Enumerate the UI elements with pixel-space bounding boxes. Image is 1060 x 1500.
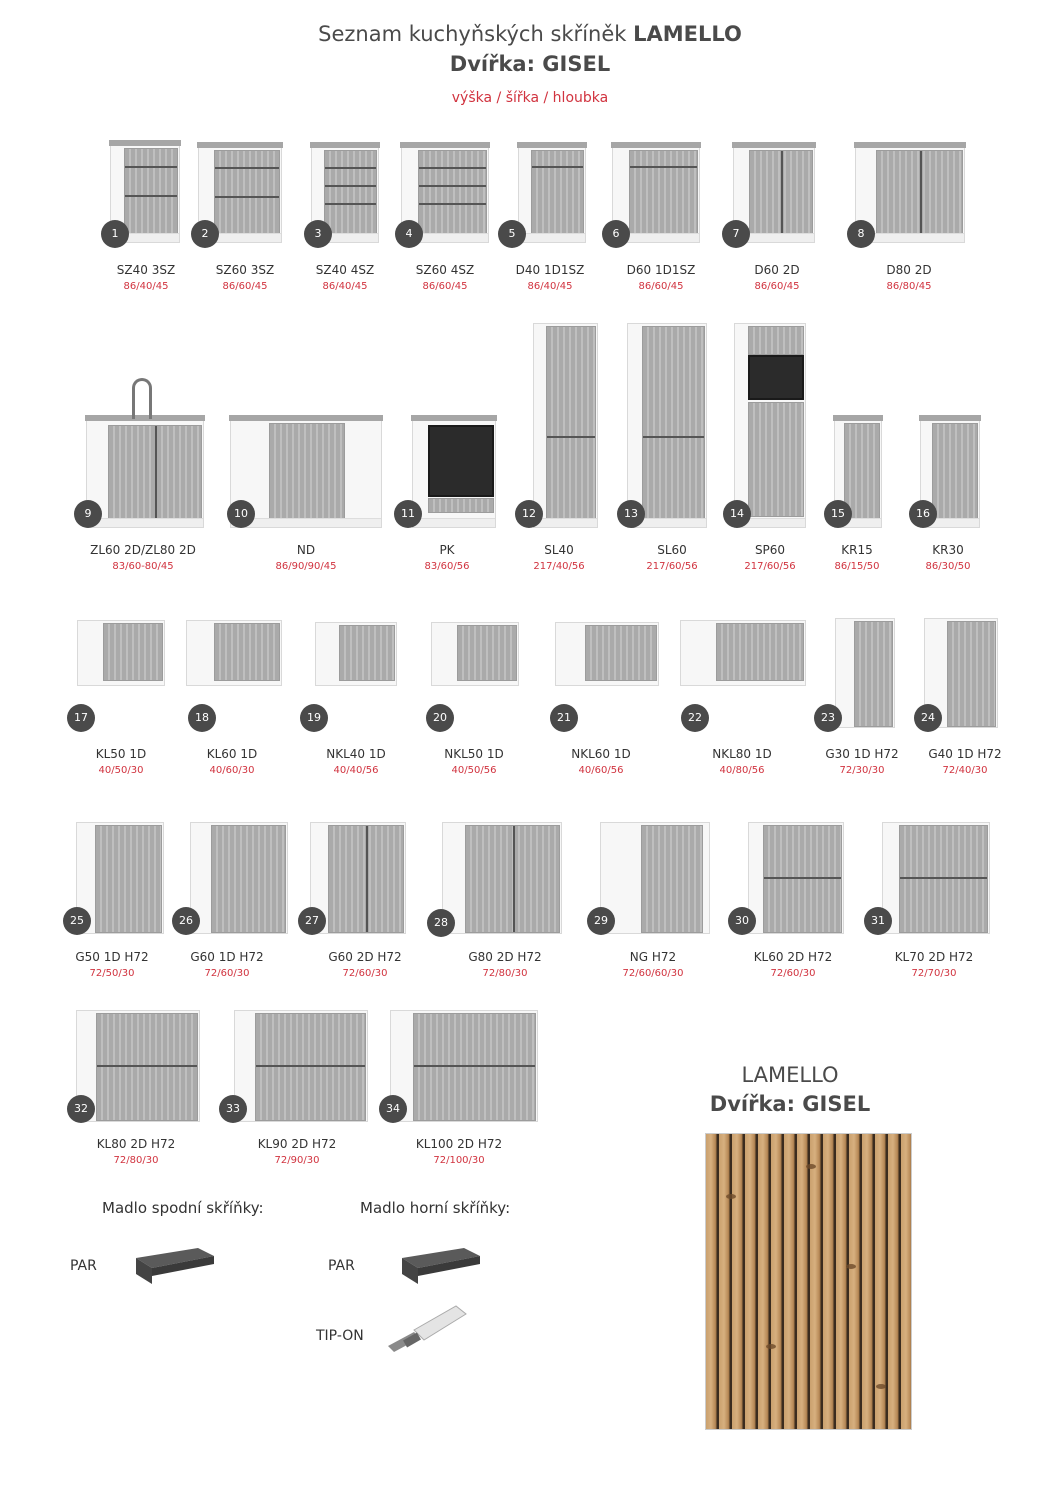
door-front [749,150,813,234]
door-split-line [414,1065,535,1067]
door-front [214,623,280,681]
cabinet-name: KL90 2D H72 [257,1137,337,1151]
cabinet-dimensions: 72/100/30 [433,1155,485,1166]
cabinet-dimensions: 40/60/56 [578,765,624,776]
item-number-badge: 22 [681,704,709,732]
upper-handle-par-label: PAR [328,1258,355,1274]
cabinet-name: PK [439,543,455,557]
cabinet-dimensions: 40/40/56 [333,765,379,776]
door-front [531,150,584,234]
cabinet-image [533,323,598,528]
cabinet-name: KL60 2D H72 [753,950,833,964]
item-number-badge: 34 [379,1095,407,1123]
cabinet-name: G60 2D H72 [328,950,402,964]
cabinet-image [748,822,844,934]
wood-knot [726,1194,736,1199]
cabinet-dimensions: 86/40/45 [322,281,368,292]
cabinet-image [518,145,586,243]
cabinet-image [680,620,806,686]
door-split-line [532,166,583,168]
brand-name: LAMELLO [633,22,742,46]
cabinet-name: SZ40 3SZ [116,263,176,277]
cabinet-name: NKL60 1D [571,747,631,761]
door-front [413,1013,536,1121]
door-front [876,150,963,234]
wood-knot [806,1164,816,1169]
cabinet-dimensions: 86/60/45 [754,281,800,292]
cabinet-dimensions: 217/60/56 [646,561,698,572]
item-number-badge: 9 [74,500,102,528]
cabinet-dimensions: 86/40/45 [527,281,573,292]
tipon-image [384,1300,474,1360]
countertop [411,415,497,421]
cabinet-dimensions: 40/50/56 [451,765,497,776]
door-front [854,621,893,727]
door-front [641,825,703,933]
door-front [328,825,404,933]
countertop [197,142,283,148]
plinth [519,233,585,242]
door-split-line [419,203,486,205]
cabinet-name: SZ60 3SZ [215,263,275,277]
cabinet-dimensions: 86/60/45 [422,281,468,292]
cabinet-dimensions: 40/80/56 [719,765,765,776]
lower-handle-heading: Madlo spodní skříňky: [102,1199,264,1217]
item-number-badge: 17 [67,704,95,732]
item-number-badge: 4 [395,220,423,248]
cabinet-image [315,622,397,686]
item-number-badge: 28 [427,909,455,937]
item-number-badge: 10 [227,500,255,528]
door-type-title: Dvířka: GISEL [449,52,611,76]
item-number-badge: 20 [426,704,454,732]
cabinet-name: KL100 2D H72 [415,1137,503,1151]
sample-title: LAMELLO [741,1063,839,1087]
cabinet-dimensions: 72/90/30 [274,1155,320,1166]
door-split-line [215,167,279,169]
cabinet-name: SZ40 4SZ [315,263,375,277]
cabinet-image [234,1010,368,1122]
cabinet-name: G80 2D H72 [468,950,542,964]
door-front [763,825,842,933]
cabinet-name: KL80 2D H72 [96,1137,176,1151]
door-split-line [419,185,486,187]
cabinet-dimensions: 72/60/30 [770,968,816,979]
countertop [732,142,816,148]
door-split-line [366,826,368,932]
cabinet-name: KL60 1D [206,747,258,761]
door-split-line [513,826,515,932]
door-front [947,621,996,727]
cabinet-name: G60 1D H72 [190,950,264,964]
cabinet-image [882,822,990,934]
cabinet-dimensions: 72/60/30 [342,968,388,979]
door-front [428,498,494,513]
door-front [546,326,596,519]
door-split-line [325,203,376,205]
oven-appliance [748,355,804,400]
countertop [854,142,966,148]
wood-knot [766,1344,776,1349]
cabinet-name: NG H72 [629,950,677,964]
countertop [109,140,181,146]
cabinet-name: SP60 [754,543,786,557]
door-front [324,150,377,234]
door-front [899,825,988,933]
door-front [108,425,202,519]
cabinet-name: D60 1D1SZ [626,263,696,277]
countertop [611,142,701,148]
cabinet-name: KR30 [932,543,964,557]
cabinet-name: SZ60 4SZ [415,263,475,277]
item-number-badge: 7 [722,220,750,248]
cabinet-dimensions: 72/50/30 [89,968,135,979]
cabinet-name: NKL50 1D [444,747,504,761]
door-front [932,423,978,519]
cabinet-name: D40 1D1SZ [515,263,585,277]
item-number-badge: 30 [728,907,756,935]
door-front [269,423,345,519]
item-number-badge: 21 [550,704,578,732]
cabinet-image [390,1010,538,1122]
countertop [310,142,380,148]
item-number-badge: 29 [587,907,615,935]
cabinet-dimensions: 72/80/30 [482,968,528,979]
item-number-badge: 19 [300,704,328,732]
gisel-lamella-sample [705,1133,912,1430]
cabinet-name: SL40 [544,543,574,557]
plinth [534,518,597,527]
item-number-badge: 14 [723,500,751,528]
oven-appliance [428,425,494,497]
cabinet-image [555,622,659,686]
cabinet-dimensions: 217/40/56 [533,561,585,572]
cabinet-dimensions: 86/15/50 [834,561,880,572]
item-number-badge: 32 [67,1095,95,1123]
item-number-badge: 33 [219,1095,247,1123]
item-number-badge: 31 [864,907,892,935]
lower-handle-par-label: PAR [70,1258,97,1274]
cabinet-dimensions: 40/60/30 [209,765,255,776]
door-split-line [630,166,697,168]
door-front [585,625,657,681]
cabinet-image [77,620,165,686]
dimensions-legend: výška / šířka / hloubka [451,90,609,106]
door-front [418,150,487,234]
page-title: Seznam kuchyňských skříněk LAMELLO [318,22,742,46]
item-number-badge: 1 [101,220,129,248]
lower-handle-par-image [128,1244,218,1292]
door-front [103,623,163,681]
countertop [919,415,981,421]
sink-faucet [132,378,152,419]
door-split-line [125,195,177,197]
cabinet-name: KL50 1D [95,747,147,761]
cabinet-dimensions: 83/60-80/45 [112,561,174,572]
door-front [716,623,804,681]
door-front [96,1013,198,1121]
item-number-badge: 23 [814,704,842,732]
cabinet-dimensions: 86/40/45 [123,281,169,292]
cabinet-dimensions: 217/60/56 [744,561,796,572]
item-number-badge: 15 [824,500,852,528]
door-split-line [781,151,783,233]
door-front [211,825,286,933]
cabinet-dimensions: 72/80/30 [113,1155,159,1166]
cabinet-dimensions: 72/60/30 [204,968,250,979]
cabinet-image [627,323,707,528]
cabinet-dimensions: 86/80/45 [886,281,932,292]
countertop [400,142,490,148]
door-split-line [764,877,841,879]
wood-knot [876,1384,886,1389]
cabinet-name: D60 2D [754,263,800,277]
cabinet-image [600,822,710,934]
item-number-badge: 8 [847,220,875,248]
item-number-badge: 6 [602,220,630,248]
cabinet-dimensions: 86/60/45 [222,281,268,292]
door-front [457,625,517,681]
cabinet-name: NKL80 1D [712,747,772,761]
tipon-label: TIP-ON [316,1328,364,1344]
door-front [748,402,804,517]
upper-handle-heading: Madlo horní skříňky: [360,1199,511,1217]
door-split-line [920,151,922,233]
cabinet-name: G50 1D H72 [75,950,149,964]
sample-subtitle: Dvířka: GISEL [709,1092,871,1116]
item-number-badge: 25 [63,907,91,935]
door-front [629,150,698,234]
cabinet-image [186,620,282,686]
door-front [255,1013,366,1121]
door-split-line [419,167,486,169]
cabinet-name: ZL60 2D/ZL80 2D [90,543,196,557]
cabinet-name: KL70 2D H72 [894,950,974,964]
door-front [748,326,804,355]
wood-knot [846,1264,856,1269]
item-number-badge: 16 [909,500,937,528]
door-split-line [325,185,376,187]
door-front [214,150,280,234]
door-front [844,423,880,519]
item-number-badge: 13 [617,500,645,528]
cabinet-dimensions: 86/60/45 [638,281,684,292]
cabinet-image [734,323,806,528]
item-number-badge: 3 [304,220,332,248]
item-number-badge: 24 [914,704,942,732]
item-number-badge: 2 [191,220,219,248]
countertop [833,415,883,421]
countertop [229,415,383,421]
door-split-line [325,167,376,169]
cabinet-dimensions: 40/50/30 [98,765,144,776]
door-split-line [900,877,987,879]
cabinet-dimensions: 72/70/30 [911,968,957,979]
cabinet-name: D80 2D [886,263,932,277]
cabinet-image [412,418,496,528]
cabinet-image [431,622,519,686]
plinth [413,518,495,527]
door-split-line [643,436,704,438]
cabinet-image [835,618,895,728]
upper-handle-par-image [394,1244,484,1292]
cabinet-name: G40 1D H72 [928,747,1002,761]
cabinet-name: G30 1D H72 [825,747,899,761]
item-number-badge: 11 [394,500,422,528]
item-number-badge: 12 [515,500,543,528]
item-number-badge: 18 [188,704,216,732]
door-split-line [97,1065,197,1067]
door-split-line [547,436,595,438]
door-front [124,148,178,234]
cabinet-dimensions: 83/60/56 [424,561,470,572]
item-number-badge: 26 [172,907,200,935]
door-split-line [256,1065,365,1067]
cabinet-image [442,822,562,934]
cabinet-dimensions: 72/60/60/30 [622,968,684,979]
cabinet-dimensions: 86/30/50 [925,561,971,572]
door-front [642,326,705,519]
door-split-line [215,196,279,198]
door-front [95,825,162,933]
cabinet-dimensions: 86/90/90/45 [275,561,337,572]
cabinet-image [190,822,288,934]
countertop [517,142,587,148]
cabinet-name: NKL40 1D [326,747,386,761]
cabinet-dimensions: 72/30/30 [839,765,885,776]
door-front [465,825,560,933]
item-number-badge: 5 [498,220,526,248]
door-split-line [125,166,177,168]
cabinet-name: ND [296,543,316,557]
plinth [87,518,203,527]
item-number-badge: 27 [298,907,326,935]
door-front [339,625,395,681]
cabinet-name: SL60 [657,543,687,557]
door-split-line [155,426,157,518]
cabinet-dimensions: 72/40/30 [942,765,988,776]
cabinet-image [86,418,204,528]
cabinet-name: KR15 [841,543,873,557]
